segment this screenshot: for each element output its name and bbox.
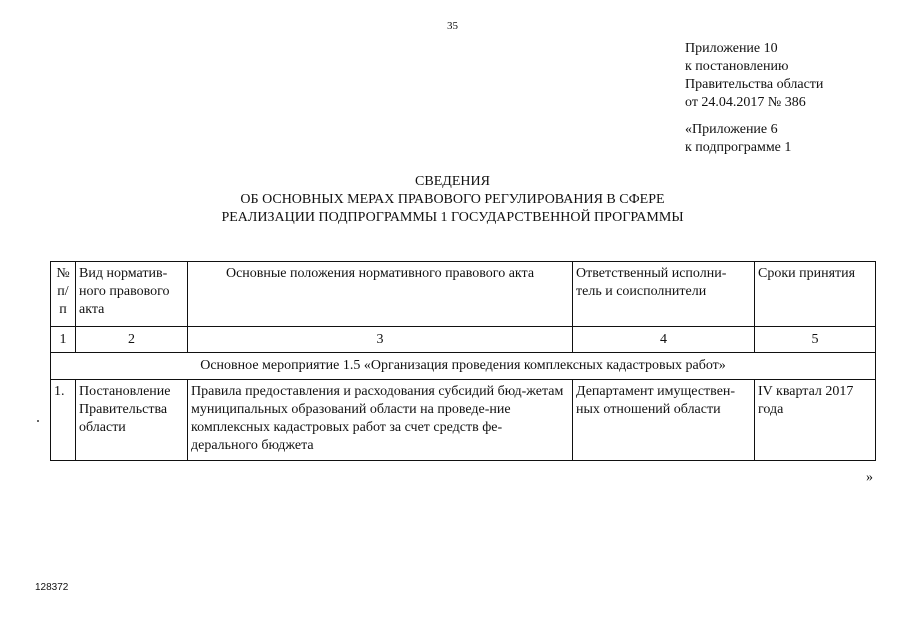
- heading-line: СВЕДЕНИЯ: [415, 174, 490, 189]
- row-provisions: Правила предоставления и расходования субсидий бюд-жетам муниципальных образований области на проведе-ние комплексных кадастровых работ за счет средств фе-дерального бюджета: [188, 380, 573, 461]
- header-executor: Ответственный исполни-тель и соисполнители: [573, 262, 755, 327]
- header-provisions: Основные положения нормативного правового акта: [188, 262, 573, 327]
- appendix-line: от 24.04.2017 № 386: [685, 95, 806, 110]
- appendix-line: Правительства области: [685, 77, 824, 92]
- table-header-row: [51, 262, 876, 327]
- column-number: 5: [755, 327, 876, 353]
- regulation-table: [50, 261, 876, 461]
- row-deadline: IV квартал 2017 года: [755, 380, 876, 461]
- appendix-line: Приложение 10: [685, 41, 778, 56]
- page-number: 35: [447, 20, 458, 32]
- scan-mark: [37, 420, 39, 422]
- document-heading: [0, 173, 905, 227]
- column-number: 1: [51, 327, 76, 353]
- column-number-row: [51, 327, 876, 353]
- document-code: 128372: [35, 582, 69, 593]
- section-title: Основное мероприятие 1.5 «Организация проведения комплексных кадастровых работ»: [51, 353, 876, 380]
- header-act-type: Вид норматив-ного правового акта: [76, 262, 188, 327]
- appendix-line: «Приложение 6: [685, 122, 778, 137]
- column-number: 2: [76, 327, 188, 353]
- row-executor: Департамент имуществен-ных отношений области: [573, 380, 755, 461]
- closing-quote: »: [866, 470, 873, 485]
- table-row: [51, 380, 876, 461]
- column-number: 3: [188, 327, 573, 353]
- header-deadline: Сроки принятия: [755, 262, 876, 327]
- header-number: № п/п: [51, 262, 76, 327]
- row-number: 1.: [51, 380, 76, 461]
- heading-line: ОБ ОСНОВНЫХ МЕРАХ ПРАВОВОГО РЕГУЛИРОВАНИЯ В СФЕРЕ: [240, 192, 665, 207]
- appendix-line: к подпрограмме 1: [685, 140, 792, 155]
- row-act-type: Постановление Правительства области: [76, 380, 188, 461]
- column-number: 4: [573, 327, 755, 353]
- appendix-block: [685, 40, 823, 112]
- appendix-line: к постановлению: [685, 59, 789, 74]
- appendix-block-2: [685, 121, 791, 157]
- section-row: [51, 353, 876, 380]
- heading-line: РЕАЛИЗАЦИИ ПОДПРОГРАММЫ 1 ГОСУДАРСТВЕННОЙ ПРОГРАММЫ: [221, 210, 684, 225]
